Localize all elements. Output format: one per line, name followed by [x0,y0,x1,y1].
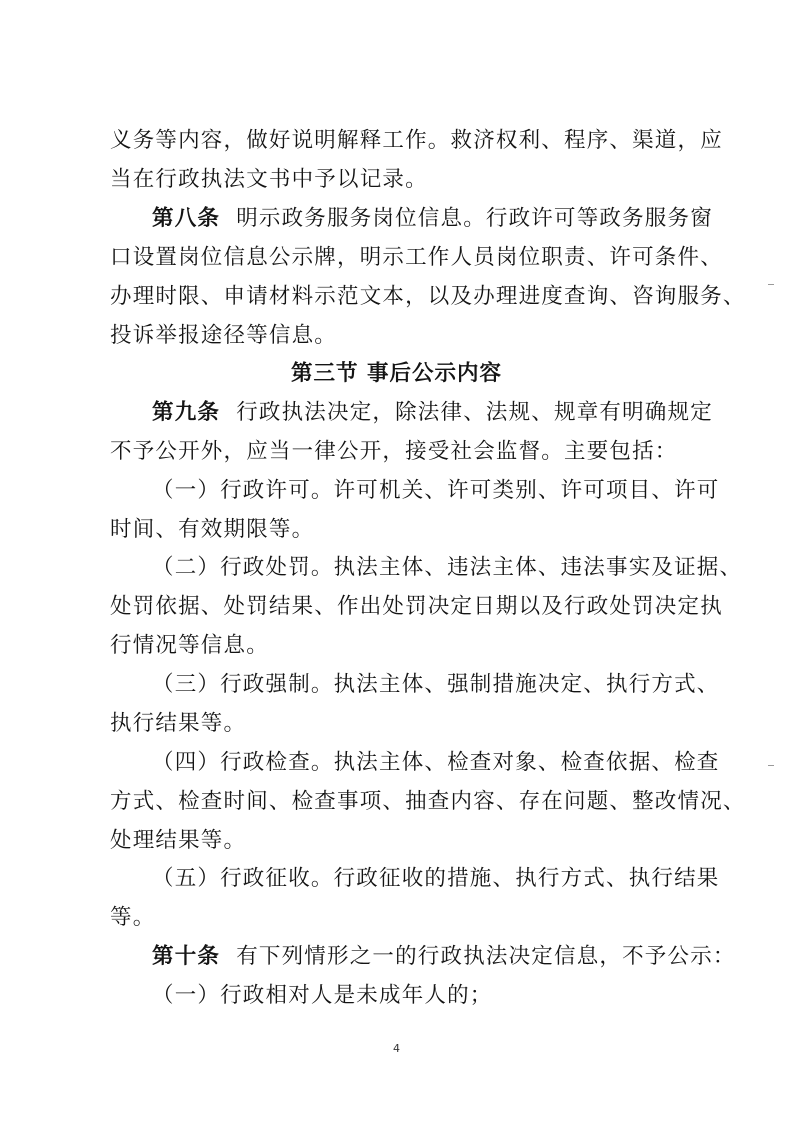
paragraph-article-10 [152,942,736,972]
text-line: 执行结果等。 [110,711,247,736]
section-heading: 第三节 事后公示内容 [291,361,502,386]
article-9-label: 第九条 [152,400,221,425]
text-line: （四）行政检查。执法主体、检查对象、检查依据、检查 [152,750,720,775]
text-line: （三）行政强制。执法主体、强制措施决定、执行方式、 [152,672,720,697]
text-line: 明示政务服务岗位信息。行政许可等政务服务窗 [236,206,713,231]
article-8-label: 第八条 [152,206,221,231]
scan-mark [768,765,774,766]
article-10-label: 第十条 [152,944,221,969]
text-line: （一）行政相对人是未成年人的； [152,983,493,1008]
text-line: 方式、检查时间、检查事项、抽查内容、存在问题、整改情况、 [110,789,746,814]
text-line: 处理结果等。 [110,828,247,853]
text-line: 不予公开外，应当一律公开，接受社会监督。主要包括： [110,439,678,464]
text-line: 当在行政执法文书中予以记录。 [110,167,428,192]
page-number: 4 [393,1042,400,1055]
text-line: 投诉举报途径等信息。 [110,323,338,348]
text-line: （一）行政许可。许可机关、许可类别、许可项目、许可 [152,478,720,503]
text-line: 时间、有效期限等。 [110,517,315,542]
scan-mark [768,284,774,285]
text-line: 有下列情形之一的行政执法决定信息，不予公示： [236,944,736,969]
text-line: 行情况等信息。 [110,633,269,658]
paragraph-article-9 [152,398,713,428]
text-line: 处罚依据、处罚结果、作出处罚决定日期以及行政处罚决定执 [110,594,723,619]
text-line: 办理时限、申请材料示范文本，以及办理进度查询、咨询服务、 [110,284,746,309]
paragraph-article-8 [152,204,713,234]
text-line: 口设置岗位信息公示牌，明示工作人员岗位职责、许可条件、 [110,245,723,270]
text-line: （五）行政征收。行政征收的措施、执行方式、执行结果 [152,866,720,891]
text-line: 行政执法决定，除法律、法规、规章有明确规定 [236,400,713,425]
text-line: 等。 [110,905,156,930]
text-line: （二）行政处罚。执法主体、违法主体、违法事实及证据、 [152,555,743,580]
text-line: 义务等内容，做好说明解释工作。救济权利、程序、渠道，应 [110,128,723,153]
